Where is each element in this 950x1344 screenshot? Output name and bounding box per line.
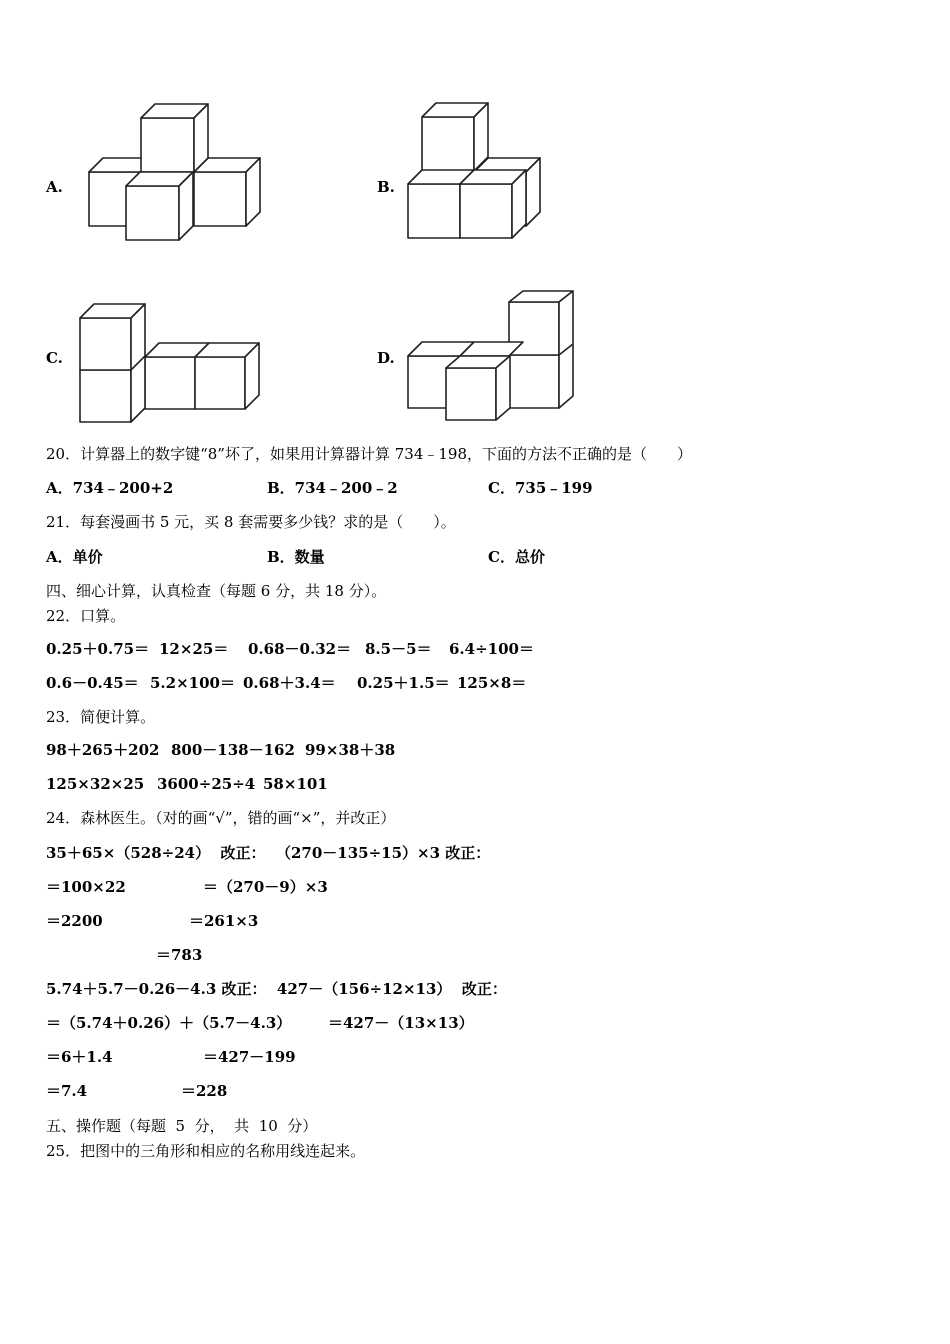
q23-r2-c2: 3600÷25÷4 — [157, 775, 256, 793]
q24-line6-left: ＝（5.74＋0.26）＋（5.7－4.3） — [46, 1014, 292, 1032]
q23-r2-c3: 58×101 — [263, 775, 328, 793]
q22-r1-c1: 0.25＋0.75＝ — [46, 640, 150, 658]
q24-line4-right: ＝783 — [156, 946, 203, 964]
q22-r2-c5: 125×8＝ — [457, 674, 527, 692]
q24-line1: 35＋65×（528÷24） 改正： （270－135÷15）×3 改正： — [46, 844, 491, 862]
q20-option-c: C．735﹣199 — [488, 479, 593, 497]
q24-line8-right: ＝228 — [181, 1082, 228, 1100]
q23-r2-c1: 125×32×25 — [46, 775, 145, 793]
cube-figure-d — [0, 0, 950, 440]
q22-r1-c4: 8.5－5＝ — [365, 640, 432, 658]
q20-option-b: B．734﹣200﹣2 — [267, 479, 398, 497]
q21-option-a: A．单价 — [46, 548, 103, 566]
q22-r2-c2: 5.2×100＝ — [150, 674, 235, 692]
q22-r1-c3: 0.68－0.32＝ — [248, 640, 352, 658]
q22-r1-c5: 6.4÷100＝ — [449, 640, 534, 658]
q23-stem: 23．简便计算。 — [46, 708, 156, 726]
section4-heading: 四、细心计算，认真检查（每题 6 分，共 18 分）。 — [46, 582, 387, 600]
q24-line3-right: ＝261×3 — [189, 912, 259, 930]
q25-stem: 25．把图中的三角形和相应的名称用线连起来。 — [46, 1142, 366, 1160]
q20-option-a: A．734﹣200+2 — [46, 479, 174, 497]
q22-r2-c3: 0.68＋3.4＝ — [243, 674, 336, 692]
q23-r1-c2: 800－138－162 — [171, 741, 295, 759]
q24-line5: 5.74＋5.7－0.26－4.3 改正： 427－（156÷12×13） 改正： — [46, 980, 507, 998]
q23-r1-c3: 99×38＋38 — [305, 741, 396, 759]
q22-r2-c1: 0.6－0.45＝ — [46, 674, 139, 692]
q24-line6-right: ＝427－（13×13） — [328, 1014, 474, 1032]
option-d-label: D. — [377, 349, 395, 367]
q21-option-c: C．总价 — [488, 548, 545, 566]
q22-r2-c4: 0.25＋1.5＝ — [357, 674, 450, 692]
q24-stem: 24．森林医生。（对的画“√”，错的画“×”，并改正） — [46, 809, 396, 827]
option-a-label: A. — [46, 178, 63, 196]
q23-r1-c1: 98＋265＋202 — [46, 741, 160, 759]
option-b-label: B. — [377, 178, 395, 196]
q20-stem: 20．计算器上的数字键“8”坏了，如果用计算器计算 734﹣198，下面的方法不正确的是（ ） — [46, 445, 692, 463]
q22-stem: 22．口算。 — [46, 607, 126, 625]
q21-option-b: B．数量 — [267, 548, 325, 566]
q22-r1-c2: 12×25＝ — [159, 640, 229, 658]
q24-line3-left: ＝2200 — [46, 912, 103, 930]
q24-line2-right: ＝（270－9）×3 — [203, 878, 328, 896]
q24-line7-right: ＝427－199 — [203, 1048, 296, 1066]
option-c-label: C. — [46, 349, 63, 367]
q21-stem: 21．每套漫画书 5 元，买 8 套需要多少钱？求的是（ ）。 — [46, 513, 456, 531]
q24-line8-left: ＝7.4 — [46, 1082, 88, 1100]
section5-heading: 五、操作题（每题 5 分， 共 10 分） — [46, 1117, 318, 1135]
q24-line2-left: ＝100×22 — [46, 878, 126, 896]
q24-line7-left: ＝6＋1.4 — [46, 1048, 113, 1066]
